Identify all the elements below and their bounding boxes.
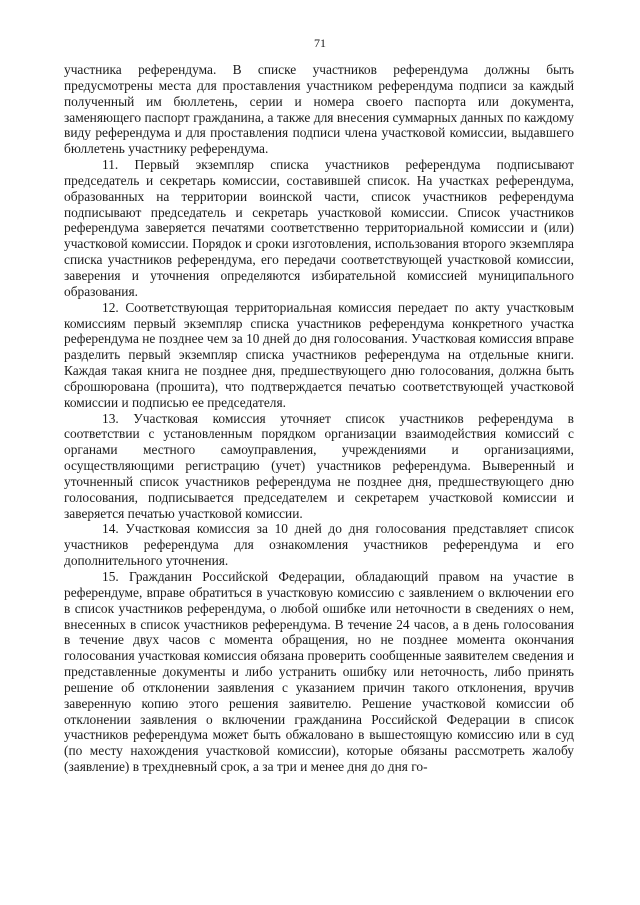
page-number: 71 bbox=[314, 36, 326, 50]
paragraph-clause-11: 11. Первый экземпляр списка участников референдума подписывают председатель и секретарь комиссии, составившей список. На участках референдума, образованных на территории воинской части, список участников референдума подписывают председатель и секретарь участковой комиссии. Список участников референдума заверяется печатями соответственно территориальной комиссии и (или) участковой комиссии. Порядок и сроки изготовления, использования второго экземпляра списка участников референдума, его передачи соответствующей участковой комиссии, заверения и уточнения определяются избирательной комиссией муниципального образования. bbox=[64, 157, 574, 299]
paragraph-clause-15: 15. Гражданин Российской Федерации, обладающий правом на участие в референдуме, вправе обратиться в участковую комиссию с заявлением о включении его в список участников референдума, о любой ошибке или неточности в сведениях о нем, внесенных в список участников референдума. В течение 24 часов, а в день голосования в течение двух часов с момента обращения, но не позднее момента окончания голосования участковая комиссия обязана проверить сообщенные заявителем сведения и представленные документы и либо устранить ошибку или неточность, либо принять решение об отклонении заявления с указанием причин такого отклонения, вручив заверенную копию этого решения заявителю. Решение участковой комиссии об отклонении заявления о включении гражданина Российской Федерации в список участников референдума может быть обжаловано в вышестоящую комиссию или в суд (по месту нахождения участковой комиссии), которые обязаны рассмотреть жалобу (заявление) в трехдневный срок, а за три и менее дня до дня го- bbox=[64, 569, 574, 775]
paragraph-clause-13: 13. Участковая комиссия уточняет список участников референдума в соответствии с установленным порядком организации взаимодействия комиссий с органами местного самоуправления, учреждениями и организациями, осуществляющими регистрацию (учет) участников референдума. Выверенный и уточненный список участников референдума не позднее дня, предшествующего дню голосования, подписывается председателем и секретарем участковой комиссии и заверяется печатью участковой комиссии. bbox=[64, 410, 574, 521]
document-body bbox=[64, 62, 574, 775]
paragraph-continuation: участника референдума. В списке участников референдума должны быть предусмотрены места для проставления участником референдума подписи за каждый полученный им бюллетень, серии и номера своего паспорта или документа, заменяющего паспорт гражданина, а также для внесения суммарных данных по каждому виду референдума и для проставления подписи члена участковой комиссии, выдавшего бюллетень участнику референдума. bbox=[64, 62, 574, 157]
paragraph-clause-14: 14. Участковая комиссия за 10 дней до дня голосования представляет список участников референдума для ознакомления участников референдума и его дополнительного уточнения. bbox=[64, 521, 574, 569]
paragraph-clause-12: 12. Соответствующая территориальная комиссия передает по акту участковым комиссиям первый экземпляр списка участников референдума конкретного участка референдума не позднее чем за 10 дней до дня голосования. Участковая комиссия вправе разделить первый экземпляр списка участников референдума на отдельные книги. Каждая такая книга не позднее дня, предшествующего дню голосования, должна быть сброшюрована (прошита), что подтверждается печатью соответствующей участковой комиссии и подписью ее председателя. bbox=[64, 299, 574, 410]
